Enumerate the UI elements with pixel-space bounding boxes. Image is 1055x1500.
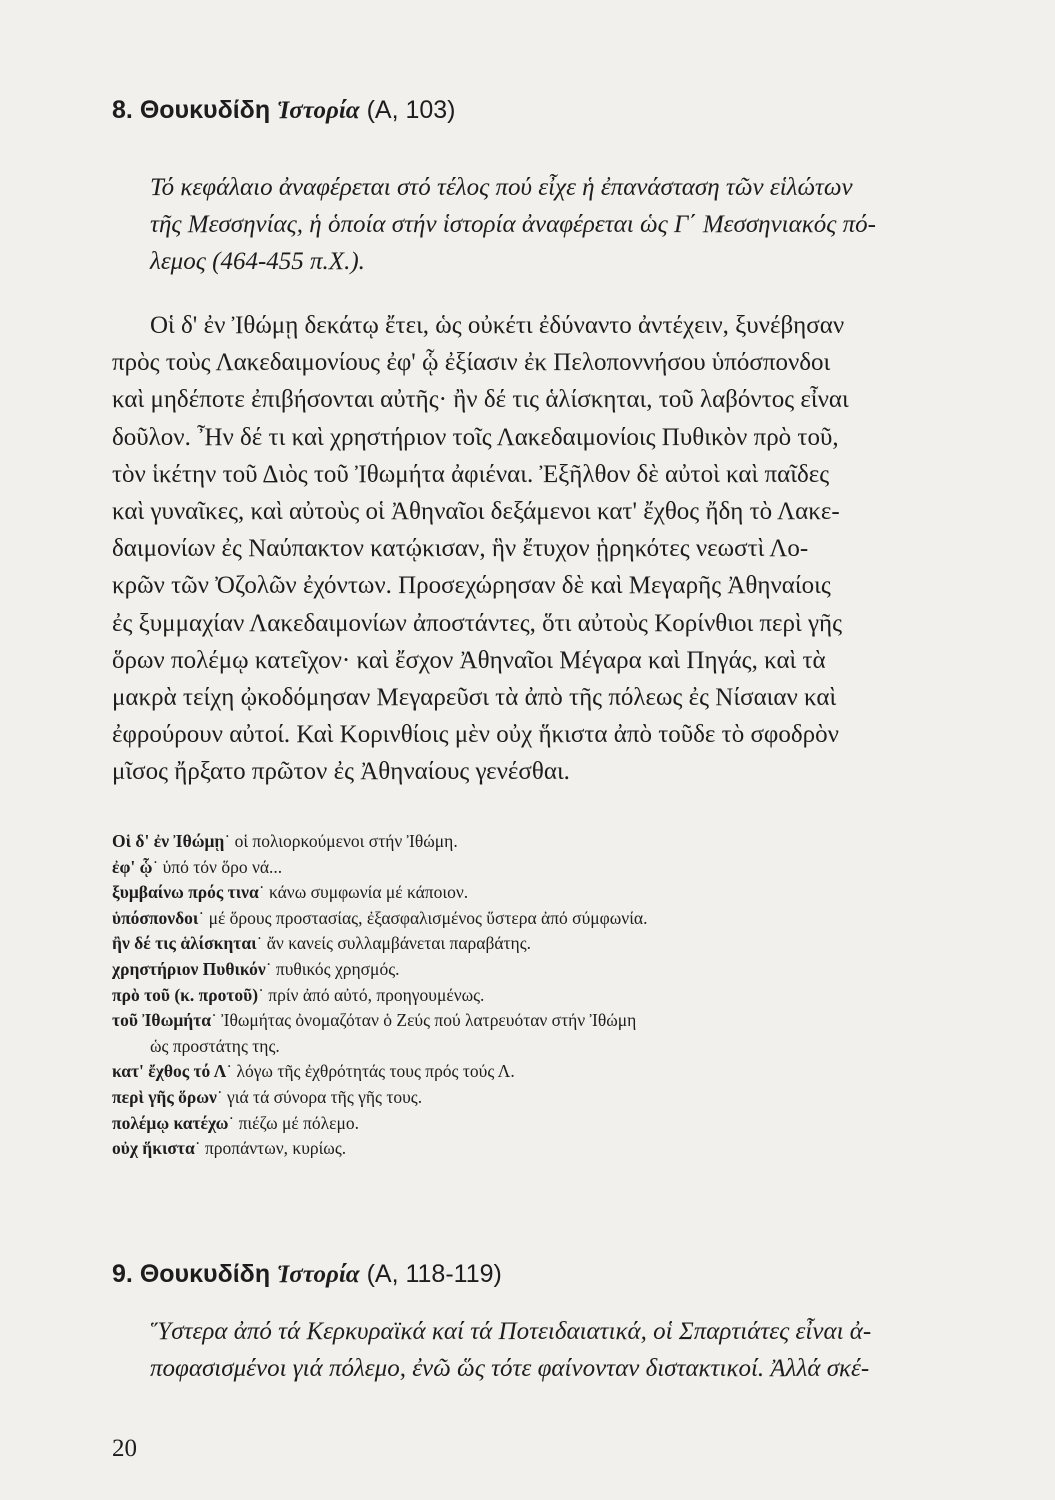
section-8-ancient-text	[112, 307, 967, 791]
section-author: Θουκυδίδη	[139, 96, 271, 124]
section-9-intro	[150, 1313, 965, 1387]
glossary-term: ἢν δέ τις ἁλίσκηται	[112, 933, 257, 954]
text-line: καὶ γυναῖκες, καὶ αὐτοὺς οἱ Ἀθηναῖοι δεξάμενοι κατ' ἔχθος ἤδη τὸ Λακε-	[112, 498, 840, 526]
glossary-definition: μέ ὅρους προστασίας, ἐξασφαλισμένος ὕστερα ἀπό σύμφωνία.	[208, 907, 648, 928]
glossary-definition: ὑπό τόν ὅρο νά...	[162, 856, 283, 877]
section-8-heading	[112, 94, 456, 127]
section-reference: (Α, 118-119)	[366, 1260, 502, 1288]
glossary-entry: πολέμῳ κατέχω˙ πιέζω μέ πόλεμο.	[112, 1112, 360, 1133]
text-line: δοῦλον. Ἦν δέ τι καὶ χρηστήριον τοῖς Λακεδαιμονίοις Πυθικὸν πρὸ τοῦ,	[112, 423, 839, 451]
glossary-entry: οὐχ ἥκιστα˙ προπάντων, κυρίως.	[112, 1138, 347, 1159]
glossary-definition: πρίν ἀπό αὐτό, προηγουμένως.	[268, 984, 485, 1005]
section-number: 8.	[112, 96, 133, 124]
glossary-definition: λόγω τῆς ἐχθρότητάς τους πρός τούς Λ.	[236, 1061, 515, 1082]
glossary-term: περὶ γῆς ὅρων	[112, 1086, 217, 1107]
glossary-entry: ἢν δέ τις ἁλίσκηται˙ ἄν κανείς συλλαμβάνεται παραβάτης.	[112, 933, 532, 954]
text-line: ἐφρούρουν αὐτοί. Καὶ Κορινθίοις μὲν οὐχ ἥκιστα ἀπὸ τοῦδε τὸ σφοδρὸν	[112, 721, 839, 749]
intro-line: Τό κεφάλαιο ἀναφέρεται στό τέλος πού εἶχε ἡ ἐπανάσταση τῶν εἱλώτων	[150, 174, 853, 201]
section-work-title: Ἱστορία	[277, 1261, 360, 1288]
glossary-entry: κατ' ἔχθος τό Λ˙ λόγω τῆς ἐχθρότητάς τους πρός τούς Λ.	[112, 1061, 515, 1082]
glossary-entry: περὶ γῆς ὅρων˙ γιά τά σύνορα τῆς γῆς τους.	[112, 1086, 423, 1107]
glossary-term: τοῦ Ἰθωμήτα	[112, 1010, 212, 1031]
glossary-definition: πιέζω μέ πόλεμο.	[238, 1112, 360, 1133]
glossary-definition: Ἰθωμήτας ὀνομαζόταν ὁ Ζεύς πού λατρευόταν στήν Ἰθώμη	[221, 1010, 637, 1031]
glossary-definition: προπάντων, κυρίως.	[204, 1138, 347, 1159]
glossary-term: ξυμβαίνω πρός τινα	[112, 882, 259, 903]
glossary-continuation: ὡς προστάτης της.	[150, 1035, 280, 1056]
glossary-definition: ἄν κανείς συλλαμβάνεται παραβάτης.	[266, 933, 532, 954]
text-line: ἐς ξυμμαχίαν Λακεδαιμονίων ἀποστάντες, ὅτι αὐτοὺς Κορίνθιοι περὶ γῆς	[112, 609, 843, 637]
glossary-entry: χρηστήριον Πυθικόν˙ πυθικός χρησμός.	[112, 958, 400, 979]
text-line: κρῶν τῶν Ὀζολῶν ἐχόντων. Προσεχώρησαν δὲ καὶ Μεγαρῆς Ἀθηναίοις	[112, 572, 831, 600]
text-line: τὸν ἱκέτην τοῦ Διὸς τοῦ Ἰθωμήτα ἀφιέναι. Ἐξῆλθον δὲ αὐτοὶ καὶ παῖδες	[112, 460, 830, 488]
text-line: πρὸς τοὺς Λακεδαιμονίους ἐφ' ᾧ ἐξίασιν ἐκ Πελοποννήσου ὑπόσπονδοι	[112, 349, 831, 377]
glossary-definition: κάνω συμφωνία μέ κάποιον.	[268, 882, 469, 903]
glossary-entry: ὑπόσπονδοι˙ μέ ὅρους προστασίας, ἐξασφαλισμένος ὕστερα ἀπό σύμφωνία.	[112, 907, 648, 928]
intro-line: Ὕστερα ἀπό τά Κερκυραϊκά καί τά Ποτειδαιατικά, οἱ Σπαρτιάτες εἶναι ἀ-	[150, 1318, 872, 1345]
text-line: Οἱ δ' ἐν Ἰθώμῃ δεκάτῳ ἔτει, ὡς οὐκέτι ἐδύναντο ἀντέχειν, ξυνέβησαν	[150, 312, 845, 339]
intro-line: τῆς Μεσσηνίας, ἡ ὁποία στήν ἱστορία ἀναφέρεται ὡς Γ΄ Μεσσηνιακός πό-	[150, 211, 876, 238]
page-number: 20	[112, 1435, 137, 1462]
text-line: καὶ μηδέποτε ἐπιβήσονται αὐτῆς· ἢν δέ τις ἁλίσκηται, τοῦ λαβόντος εἶναι	[112, 386, 849, 414]
glossary-definition: γιά τά σύνορα τῆς γῆς τους.	[227, 1086, 423, 1107]
glossary-definition: πυθικός χρησμός.	[275, 958, 400, 979]
glossary-term: ἐφ' ᾧ	[112, 856, 153, 877]
section-8-glossary	[112, 829, 972, 1162]
section-8-intro	[150, 169, 965, 280]
section-author: Θουκυδίδη	[139, 1260, 271, 1288]
section-work-title: Ἱστορία	[277, 97, 360, 124]
intro-line: λεμος (464-455 π.Χ.).	[150, 248, 365, 275]
glossary-term: χρηστήριον Πυθικόν	[112, 958, 266, 979]
glossary-definition: οἱ πολιορκούμενοι στήν Ἰθώμη.	[234, 831, 458, 851]
section-number: 9.	[112, 1260, 133, 1288]
glossary-term: Οἱ δ' ἐν Ἰθώμῃ	[112, 831, 225, 851]
glossary-entry: Οἱ δ' ἐν Ἰθώμῃ˙ οἱ πολιορκούμενοι στήν Ἰθώμη.	[112, 831, 458, 851]
glossary-term: πρὸ τοῦ (κ. προτοῦ)	[112, 984, 259, 1005]
glossary-term: κατ' ἔχθος τό Λ	[112, 1061, 227, 1082]
glossary-entry: πρὸ τοῦ (κ. προτοῦ)˙ πρίν ἀπό αὐτό, προηγουμένως.	[112, 984, 485, 1005]
text-line: ὅρων πολέμῳ κατεῖχον· καὶ ἔσχον Ἀθηναῖοι Μέγαρα καὶ Πηγάς, καὶ τὰ	[112, 646, 826, 674]
glossary-term: πολέμῳ κατέχω	[112, 1112, 229, 1133]
glossary-entry: ξυμβαίνω πρός τινα˙ κάνω συμφωνία μέ κάποιον.	[112, 882, 469, 903]
intro-line: ποφασισμένοι γιά πόλεμο, ἐνῶ ὥς τότε φαίνονταν διστακτικοί. Ἀλλά σκέ-	[150, 1355, 870, 1382]
glossary-term: οὐχ ἥκιστα	[112, 1138, 195, 1159]
text-line: μακρὰ τείχη ᾠκοδόμησαν Μεγαρεῦσι τὰ ἀπὸ τῆς πόλεως ἐς Νίσαιαν καὶ	[112, 684, 837, 712]
glossary-entry: τοῦ Ἰθωμήτα˙ Ἰθωμήτας ὀνομαζόταν ὁ Ζεύς πού λατρευόταν στήν Ἰθώμη	[112, 1010, 637, 1031]
glossary-entry: ἐφ' ᾧ˙ ὑπό τόν ὅρο νά...	[112, 856, 283, 877]
text-line: μῖσος ἤρξατο πρῶτον ἐς Ἀθηναίους γενέσθαι.	[112, 758, 570, 786]
section-reference: (Α, 103)	[366, 96, 456, 124]
section-9-heading	[112, 1258, 502, 1291]
text-line: δαιμονίων ἐς Ναύπακτον κατῴκισαν, ἣν ἔτυχον ᾑρηκότες νεωστὶ Λο-	[112, 535, 809, 563]
glossary-term: ὑπόσπονδοι	[112, 907, 199, 928]
